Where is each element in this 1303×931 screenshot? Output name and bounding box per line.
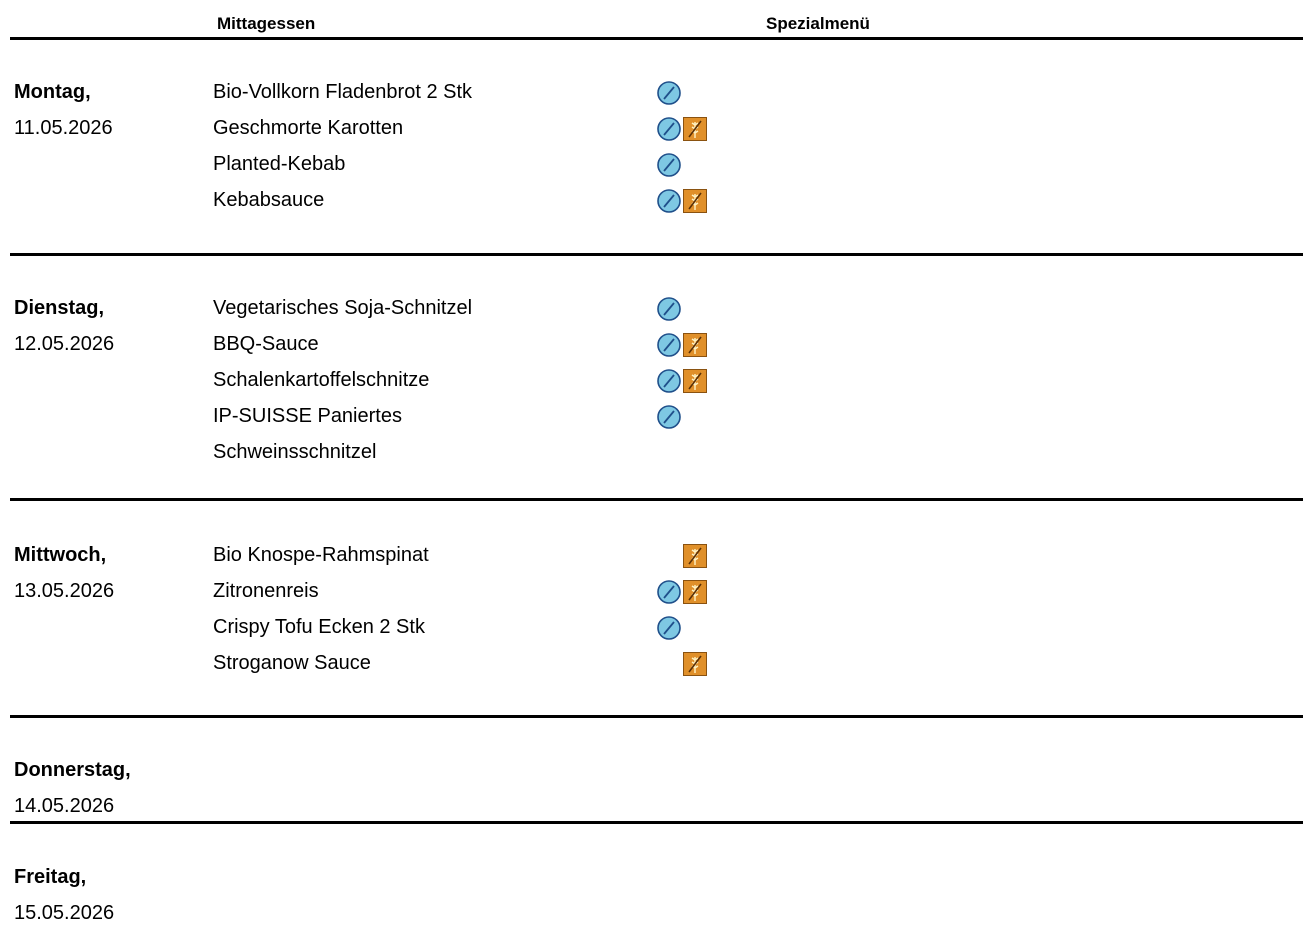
- divider-after-monday: [10, 253, 1303, 256]
- day-date: 15.05.2026: [14, 902, 115, 924]
- day-name: Montag,: [14, 81, 91, 103]
- day-name: Donnerstag,: [14, 759, 131, 781]
- gluten-free-icon: [683, 580, 707, 604]
- column-header-lunch: Mittagessen: [217, 14, 316, 33]
- divider-after-thursday: [10, 821, 1303, 824]
- day-name: Dienstag,: [14, 297, 105, 319]
- gluten-free-icon: [683, 189, 707, 213]
- divider-top: [10, 37, 1303, 40]
- dish-item: IP-SUISSE Paniertes Schweinsschnitzel: [213, 405, 402, 463]
- dish-item: Geschmorte Karotten: [213, 117, 404, 139]
- gluten-free-icon: [683, 333, 707, 357]
- dish-item: Kebabsauce: [213, 189, 325, 211]
- vegetarian-icon: [656, 188, 682, 214]
- vegetarian-icon: [656, 152, 682, 178]
- vegetarian-icon: [656, 579, 682, 605]
- day-date: 13.05.2026: [14, 580, 115, 602]
- day-label-thursday: [14, 752, 131, 824]
- gluten-free-icon: [683, 369, 707, 393]
- dish-item: Vegetarisches Soja-Schnitzel: [213, 297, 473, 319]
- vegetarian-icon: [656, 615, 682, 641]
- vegetarian-icon: [656, 80, 682, 106]
- gluten-free-icon: [683, 544, 707, 568]
- day-label-wednesday: [14, 537, 114, 609]
- dish-item: Crispy Tofu Ecken 2 Stk: [213, 616, 425, 638]
- dish-item: Bio-Vollkorn Fladenbrot 2 Stk: [213, 81, 473, 103]
- dish-item: Zitronenreis: [213, 580, 319, 602]
- dish-item: Bio Knospe-Rahmspinat: [213, 544, 429, 566]
- dish-item: Stroganow Sauce: [213, 652, 371, 674]
- divider-after-wednesday: [10, 715, 1303, 718]
- day-date: 12.05.2026: [14, 333, 115, 355]
- vegetarian-icon: [656, 296, 682, 322]
- dish-item: Schalenkartoffelschnitze: [213, 369, 430, 391]
- gluten-free-icon: [683, 117, 707, 141]
- vegetarian-icon: [656, 404, 682, 430]
- day-label-monday: [14, 74, 113, 146]
- vegetarian-icon: [656, 368, 682, 394]
- dish-item: BBQ-Sauce: [213, 333, 319, 355]
- day-name: Mittwoch,: [14, 544, 107, 566]
- vegetarian-icon: [656, 332, 682, 358]
- day-date: 11.05.2026: [14, 117, 113, 139]
- dish-item: Planted-Kebab: [213, 153, 346, 175]
- divider-after-tuesday: [10, 498, 1303, 501]
- day-date: 14.05.2026: [14, 795, 115, 817]
- column-header-special-menu: Spezialmenü: [766, 14, 870, 33]
- vegetarian-icon: [656, 116, 682, 142]
- day-label-tuesday: [14, 290, 114, 362]
- gluten-free-icon: [683, 652, 707, 676]
- day-label-friday: [14, 859, 114, 931]
- day-name: Freitag,: [14, 866, 87, 888]
